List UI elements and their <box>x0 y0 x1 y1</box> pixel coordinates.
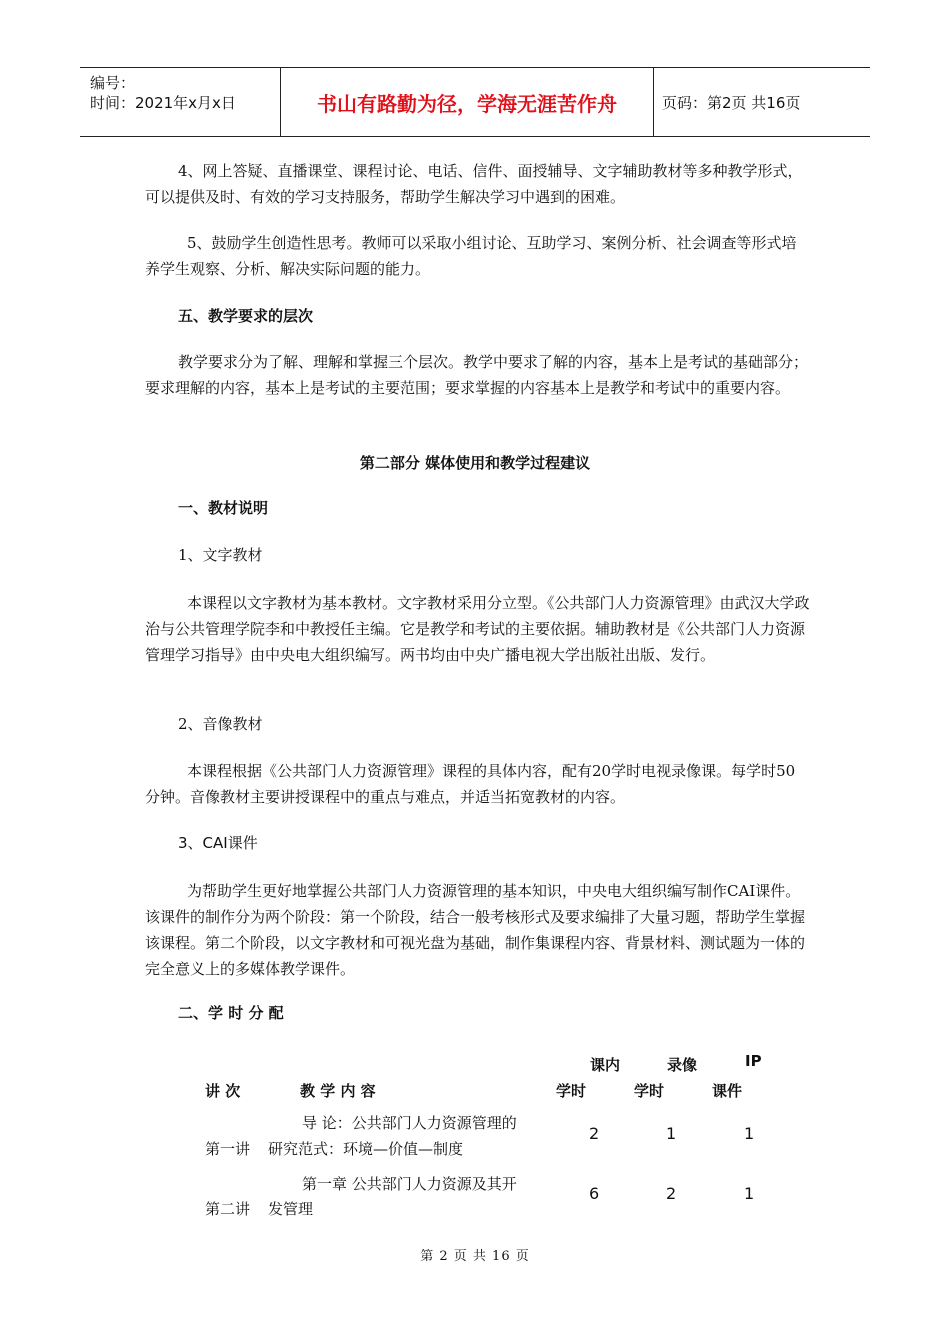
row-content-line1: 导 论：公共部门人力资源管理的 <box>302 1114 517 1132</box>
page-header <box>80 67 870 137</box>
section-5-text: 教学要求分为了解、理解和掌握三个层次。教学中要求了解的内容，基本上是考试的基础部分；要求理解的内容，基本上是考试的主要范围；要求掌握的内容基本上是教学和考试中的重要内容。 <box>145 353 809 397</box>
section-heading-5: 五、教学要求的层次 <box>178 307 314 325</box>
col-ip-line2: 课件 <box>712 1082 743 1100</box>
col-class-hours-line2: 学时 <box>556 1082 587 1100</box>
row-lecture: 第二讲 <box>205 1200 251 1218</box>
av-materials-paragraph: 本课程根据《公共部门人力资源管理》课程的具体内容，配有20学时电视录像课。每学时50分钟。音像教材主要讲授课程中的重点与难点，并适当拓宽教材的内容。 <box>145 762 796 806</box>
header-page-info: 页码：第2页 共16页 <box>662 93 801 112</box>
row-content-line2: 发管理 <box>268 1200 314 1218</box>
page-footer: 第 2 页 共 16 页 <box>420 1249 530 1264</box>
row-lecture: 第一讲 <box>205 1140 251 1158</box>
subheading-text-materials: 1、文字教材 <box>178 546 263 564</box>
subheading-cai: 3、CAI课件 <box>178 834 258 852</box>
col-class-hours-line1: 课内 <box>590 1056 621 1074</box>
row-content-line1: 第一章 公共部门人力资源及其开 <box>302 1175 517 1193</box>
row-class-hours: 2 <box>589 1124 600 1143</box>
row-ip: 1 <box>744 1124 755 1143</box>
row-video-hours: 2 <box>666 1184 677 1203</box>
col-video-hours-line1: 录像 <box>667 1056 698 1074</box>
row-content-line2: 研究范式：环境—价值—制度 <box>268 1140 464 1158</box>
col-video-hours-line2: 学时 <box>634 1082 665 1100</box>
section-heading-hours: 二、学 时 分 配 <box>178 1004 284 1022</box>
section-heading-materials: 一、教材说明 <box>178 499 269 517</box>
cai-paragraph: 为帮助学生更好地掌握公共部门人力资源管理的基本知识，中央电大组织编写制作CAI课件。该课件的制作分为两个阶段：第一个阶段，结合一般考核形式及要求编排了大量习题，帮助学生掌握该课程。第二个阶段，以文字教材和可视光盘为基础，制作集课程内容、背景材料、测试题为一体的完全意义上的多媒体教学课件。 <box>145 882 806 978</box>
text-materials-paragraph: 本课程以文字教材为基本教材。文字教材采用分立型。《公共部门人力资源管理》由武汉大学政治与公共管理学院李和中教授任主编。它是教学和考试的主要依据。辅助教材是《公共部门人力资源管理学习指导》由中央电大组织编写。两书均由中央广播电视大学出版社出版、发行。 <box>145 594 810 664</box>
part-two-title: 第二部分 媒体使用和教学过程建议 <box>359 454 591 472</box>
document-number: 编号： <box>90 74 136 92</box>
col-ip-line1: IP <box>745 1052 762 1070</box>
row-video-hours: 1 <box>666 1124 677 1143</box>
row-ip: 1 <box>744 1184 755 1203</box>
col-content: 教 学 内 容 <box>300 1082 376 1100</box>
paragraph-item-5: 5、鼓励学生创造性思考。教师可以采取小组讨论、互助学习、案例分析、社会调查等形式培养学生观察、分析、解决实际问题的能力。 <box>145 234 797 278</box>
col-lecture: 讲 次 <box>205 1082 241 1100</box>
row-class-hours: 6 <box>589 1184 600 1203</box>
header-meta <box>80 68 280 136</box>
subheading-av-materials: 2、音像教材 <box>178 715 263 733</box>
document-date: 时间：2021年x月x日 <box>90 94 236 112</box>
header-motto: 书山有路勤为径，学海无涯苦作舟 <box>280 68 654 136</box>
paragraph-item-4: 4、网上答疑、直播课堂、课程讨论、电话、信件、面授辅导、文字辅助教材等多种教学形式，可以提供及时、有效的学习支持服务，帮助学生解决学习中遇到的困难。 <box>145 162 803 206</box>
